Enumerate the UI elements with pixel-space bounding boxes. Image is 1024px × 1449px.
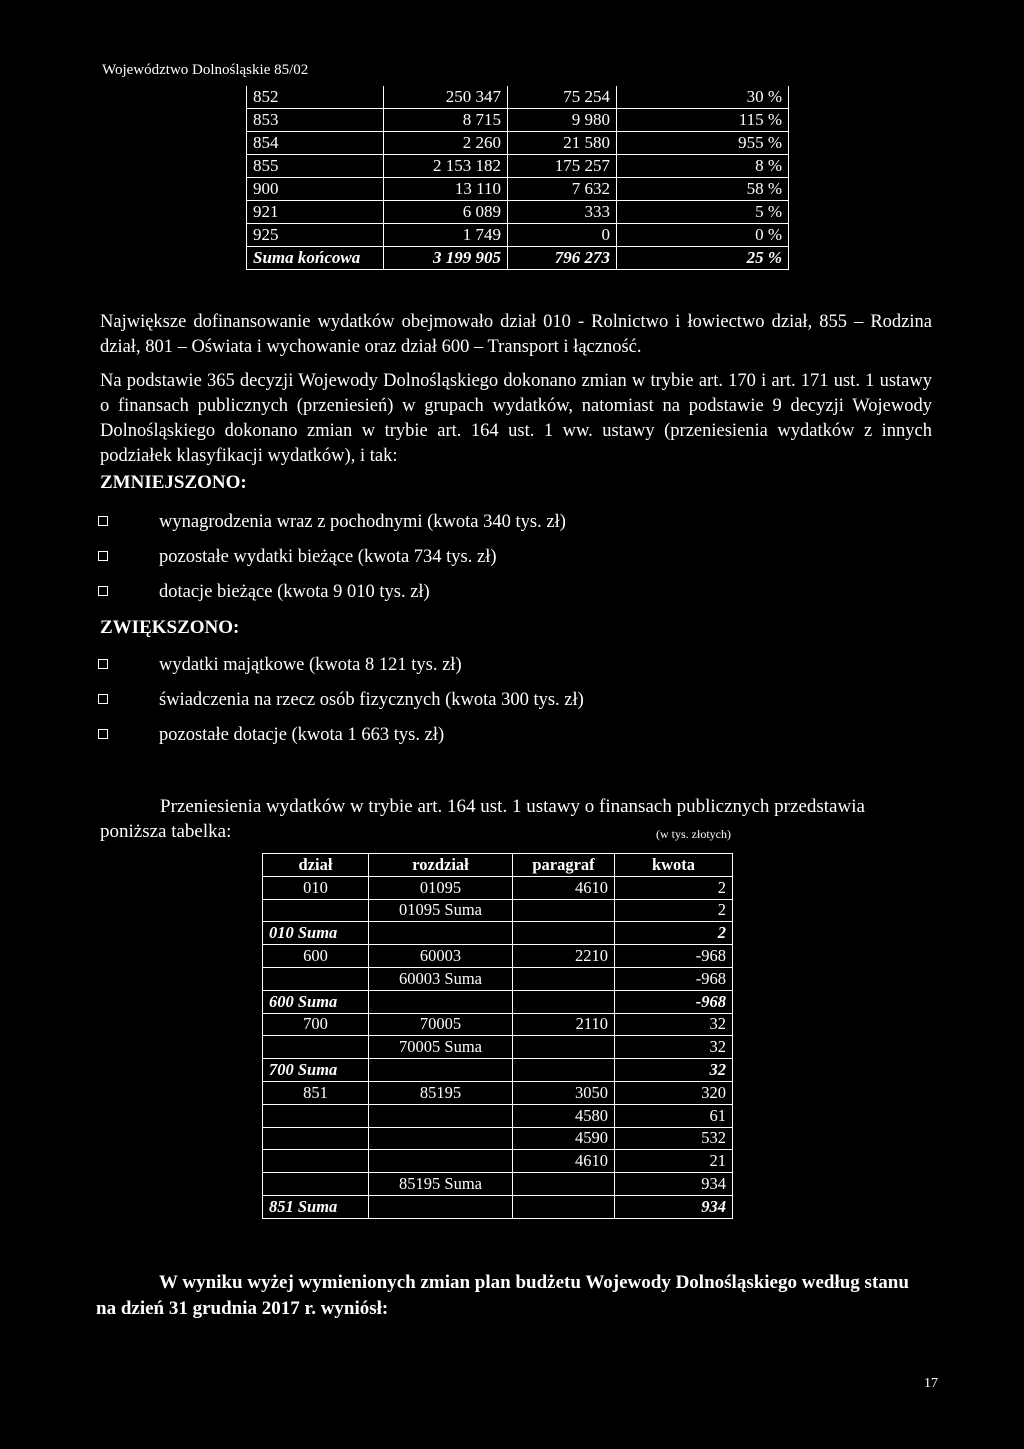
decreased-item: pozostałe wydatki bieżące (kwota 734 tys. zł) [98,547,497,568]
table-cell: 934 [615,1195,733,1218]
table-sum-row [263,990,733,1013]
table-cell [263,1173,369,1196]
table-cell: 851 [263,1081,369,1104]
paragraph-largest-funding: Największe dofinansowanie wydatków obejmowało dział 010 - Rolnictwo i łowiectwo dział, 855 – Rodzina dział, 801 – Oświata i wychowanie oraz dział 600 – Transport i łączność. [100,312,932,357]
table-cell: 955 % [617,132,789,155]
table-cell [513,1173,615,1196]
table-sum-row [263,1195,733,1218]
table-row [263,1173,733,1196]
table-cell: 85195 [369,1081,513,1104]
conclusion: W wyniku wyżej wymienionych zmian plan budżetu Wojewody Dolnośląskiego według stanu na dzień 31 grudnia 2017 r. wyniósł: [96,1272,909,1319]
table-row [247,109,789,132]
table-cell [513,967,615,990]
table-cell: 30 % [617,86,789,109]
table-row [247,155,789,178]
decreased-heading: ZMNIEJSZONO: [100,472,247,493]
table-cell: 600 [263,945,369,968]
table-sum-row [263,1059,733,1082]
table-cell: 925 [247,224,384,247]
table-cell: 58 % [617,178,789,201]
table-cell: 2 153 182 [384,155,508,178]
table-cell: 01095 [369,876,513,899]
table-cell: 852 [247,86,384,109]
table-cell [513,899,615,922]
page-header: Województwo Dolnośląskie 85/02 [102,62,309,78]
column-header: kwota [615,854,733,877]
increased-item: wydatki majątkowe (kwota 8 121 tys. zł) [98,655,462,676]
table-row [263,876,733,899]
table-cell: 9 980 [508,109,617,132]
table-cell: 01095 Suma [369,899,513,922]
table-cell: 600 Suma [263,990,369,1013]
table-cell [513,990,615,1013]
table-cell: 2 [615,876,733,899]
table-row [263,1013,733,1036]
table-cell: 13 110 [384,178,508,201]
checkbox-square-icon [98,694,108,704]
table-cell: 934 [615,1173,733,1196]
decreased-item: dotacje bieżące (kwota 9 010 tys. zł) [98,582,430,603]
table-row [263,1104,733,1127]
table-cell: 250 347 [384,86,508,109]
table-cell: 4590 [513,1127,615,1150]
table-cell: 2110 [513,1013,615,1036]
table-cell [263,1036,369,1059]
table-cell: 532 [615,1127,733,1150]
table-cell: -968 [615,990,733,1013]
table-row [247,86,789,109]
table-cell: 115 % [617,109,789,132]
table-cell: 25 % [617,247,789,270]
table-cell: 2 260 [384,132,508,155]
table-cell [263,1127,369,1150]
table-cell: 8 % [617,155,789,178]
checkbox-square-icon [98,659,108,669]
transfers-table [262,853,733,1219]
table-cell: 921 [247,201,384,224]
table-cell: 1 749 [384,224,508,247]
table-cell: 60003 Suma [369,967,513,990]
table-row [263,1127,733,1150]
table-cell: -968 [615,945,733,968]
table-cell: 2210 [513,945,615,968]
table-cell: 333 [508,201,617,224]
table-row [263,967,733,990]
table-cell: 70005 [369,1013,513,1036]
checkbox-square-icon [98,516,108,526]
table-cell [513,1059,615,1082]
table-cell: 85195 Suma [369,1173,513,1196]
table-cell: 2 [615,899,733,922]
table-cell [369,990,513,1013]
table-row [263,1150,733,1173]
table-cell: 900 [247,178,384,201]
table-cell [513,922,615,945]
table-cell: -968 [615,967,733,990]
column-header: paragraf [513,854,615,877]
table-row [263,899,733,922]
summary-table [246,86,789,270]
table-cell: 3050 [513,1081,615,1104]
table-sum-row [263,922,733,945]
table-cell [369,1150,513,1173]
checkbox-square-icon [98,729,108,739]
table-cell: 3 199 905 [384,247,508,270]
table-cell: 700 [263,1013,369,1036]
table-cell: 4610 [513,1150,615,1173]
table-cell: 21 580 [508,132,617,155]
table-cell: Suma końcowa [247,247,384,270]
table-cell [513,1036,615,1059]
checkbox-square-icon [98,551,108,561]
transfer-intro-line2: poniższa tabelka: [100,821,232,842]
table-sum-row [247,247,789,270]
table-cell: 21 [615,1150,733,1173]
table-cell: 853 [247,109,384,132]
table-cell [263,967,369,990]
column-header: rozdział [369,854,513,877]
table-cell: 0 [508,224,617,247]
increased-heading: ZWIĘKSZONO: [100,617,240,638]
table-cell [263,899,369,922]
table-cell [513,1195,615,1218]
table-cell: 61 [615,1104,733,1127]
column-header: dział [263,854,369,877]
unit-note: (w tys. złotych) [656,827,731,841]
table-cell: 8 715 [384,109,508,132]
table-cell [369,922,513,945]
table-cell: 010 Suma [263,922,369,945]
table-cell [263,1104,369,1127]
table-cell: 0 % [617,224,789,247]
table-header-row [263,854,733,877]
table-cell: 2 [615,922,733,945]
table-cell: 851 Suma [263,1195,369,1218]
table-cell: 75 254 [508,86,617,109]
table-cell: 796 273 [508,247,617,270]
table-row [247,178,789,201]
transfer-intro-line1: Przeniesienia wydatków w trybie art. 164 ust. 1 ustawy o finansach publicznych przedstawia [160,796,865,817]
table-cell [369,1195,513,1218]
table-cell [263,1150,369,1173]
table-cell: 5 % [617,201,789,224]
paragraph-decisions: Na podstawie 365 decyzji Wojewody Dolnośląskiego dokonano zmian w trybie art. 170 i art. 171 ust. 1 ustawy o finansach publicznych (przeniesień) w grupach wydatków, natomiast na podstawie 9 decyzji Wojewody Dolnośląskiego dokonano zmian w trybie art. 164 ust. 1 ww. ustawy (przeniesienia wydatków z innych podziałek klasyfikacji wydatków), i tak: [100,371,932,466]
table-row [247,224,789,247]
table-cell: 60003 [369,945,513,968]
increased-item: pozostałe dotacje (kwota 1 663 tys. zł) [98,725,444,746]
table-cell: 320 [615,1081,733,1104]
table-cell: 175 257 [508,155,617,178]
decreased-item: wynagrodzenia wraz z pochodnymi (kwota 340 tys. zł) [98,512,566,533]
table-cell: 4580 [513,1104,615,1127]
page-number: 17 [924,1376,938,1391]
table-row [247,201,789,224]
table-cell: 32 [615,1059,733,1082]
table-cell: 7 632 [508,178,617,201]
table-cell: 6 089 [384,201,508,224]
table-cell [369,1127,513,1150]
increased-item: świadczenia na rzecz osób fizycznych (kwota 300 tys. zł) [98,690,584,711]
table-cell: 855 [247,155,384,178]
table-cell: 854 [247,132,384,155]
table-cell: 010 [263,876,369,899]
table-cell: 700 Suma [263,1059,369,1082]
table-cell: 32 [615,1036,733,1059]
table-cell: 4610 [513,876,615,899]
table-row [263,945,733,968]
table-row [263,1081,733,1104]
checkbox-square-icon [98,586,108,596]
table-cell: 32 [615,1013,733,1036]
table-cell [369,1059,513,1082]
table-row [247,132,789,155]
table-cell: 70005 Suma [369,1036,513,1059]
table-cell [369,1104,513,1127]
table-row [263,1036,733,1059]
